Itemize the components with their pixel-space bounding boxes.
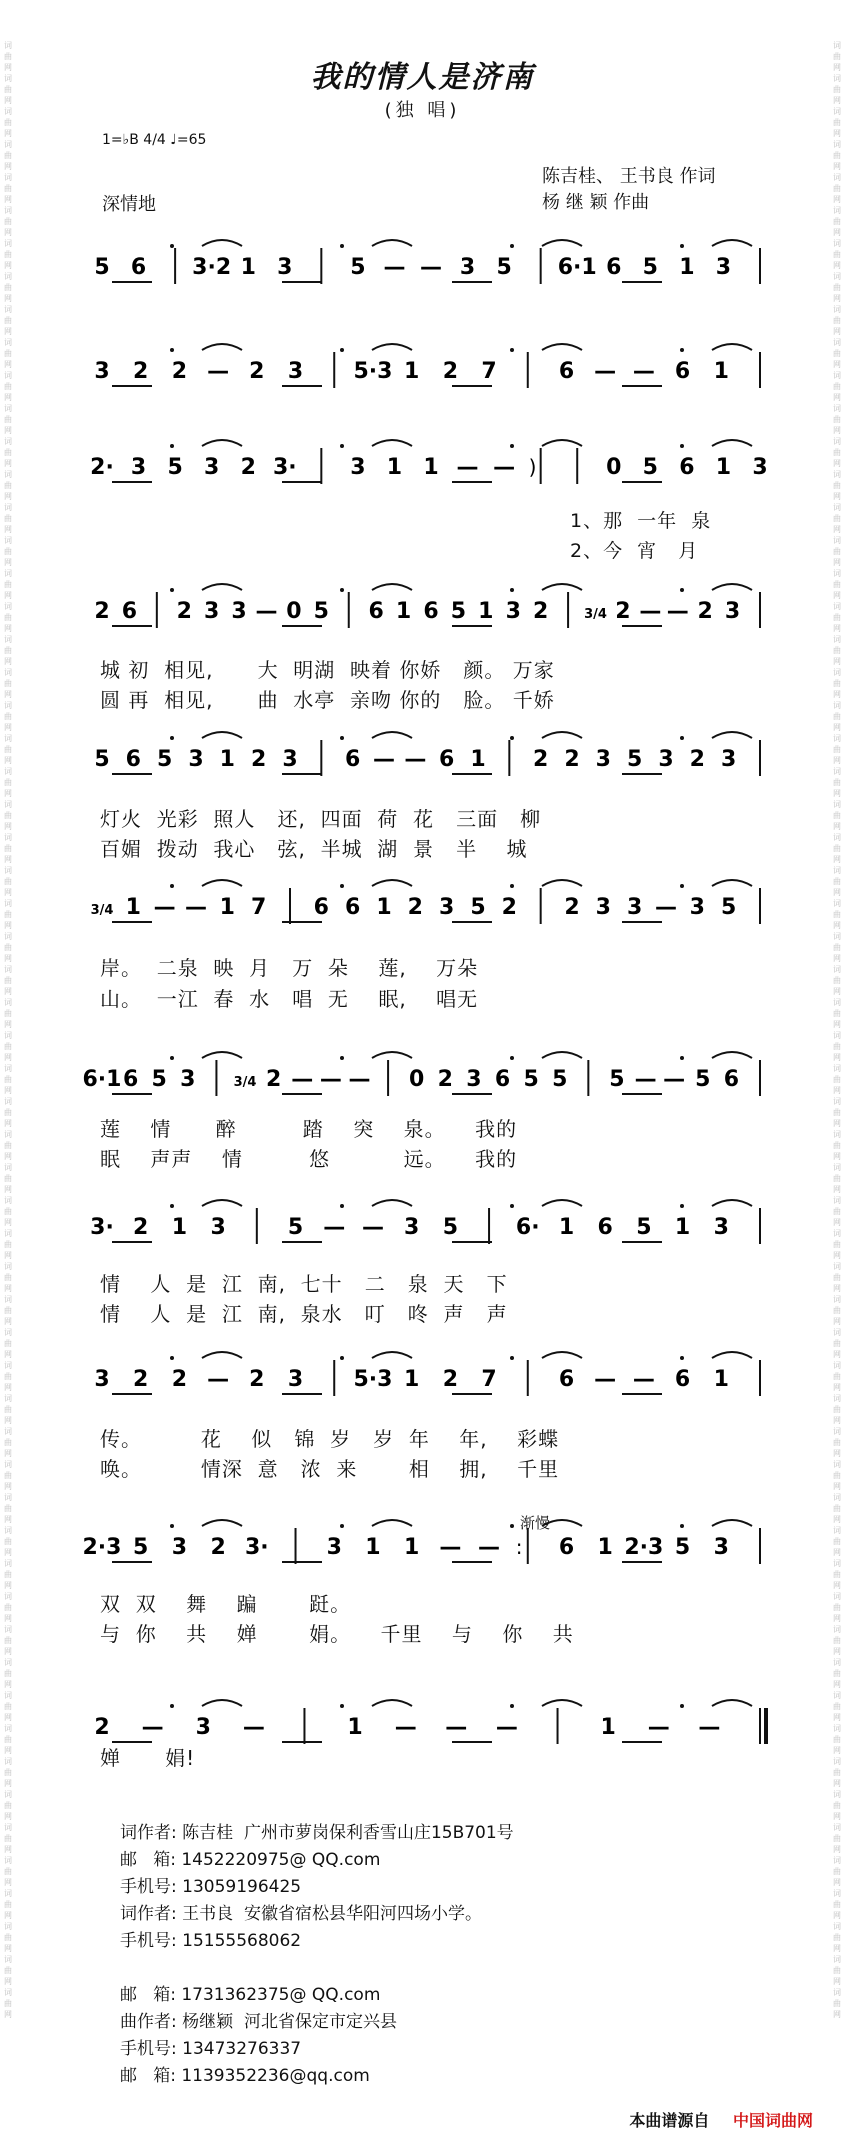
note-token: 3· — [244, 1535, 269, 1560]
note-token: — — [493, 455, 516, 480]
contact-line: 邮 箱: 1139352236@qq.com — [120, 2066, 370, 2086]
note-token: 2 — [689, 747, 705, 772]
note-token: 5 — [151, 1067, 167, 1092]
note-token: 5 — [94, 747, 110, 772]
lyric-line: 婵 娟! — [100, 1746, 196, 1770]
note-token: 1 — [171, 1215, 188, 1240]
score-line — [0, 440, 845, 500]
note-token: 3 — [326, 1535, 342, 1560]
beams — [112, 1200, 752, 1242]
expression-mark: 深情地 — [102, 194, 156, 215]
note-token: 3 — [282, 747, 298, 772]
note-token: 6 — [674, 359, 691, 384]
note-token: 7 — [481, 359, 497, 384]
key-tempo: 1=♭B 4/4 ♩=65 — [102, 132, 207, 148]
composer-credit: 杨 继 颖 作曲 — [542, 192, 650, 213]
note-token: 6 — [597, 1215, 613, 1240]
note-token: — — [207, 359, 230, 384]
note-token: 3 — [188, 747, 204, 772]
note-token: 1 — [386, 455, 403, 480]
note-token: 6 — [121, 599, 138, 624]
contact-line: 手机号: 13059196425 — [120, 1877, 302, 1897]
score-line — [0, 1052, 845, 1112]
note-token: 2 — [533, 747, 549, 772]
note-token: 3 — [595, 747, 611, 772]
note-token: 2 — [249, 359, 265, 384]
note-token: 1 — [365, 1535, 381, 1560]
note-token: 5 — [496, 255, 512, 280]
note-token: 5 — [642, 455, 658, 480]
note-token: 1 — [600, 1715, 616, 1740]
lyric-line: 唤。 情深 意 浓 来 相 拥, 千里 — [100, 1457, 560, 1481]
note-token: 1 — [403, 359, 420, 384]
lyric-line: 城 初 相见, 大 明湖 映着 你娇 颜。 万家 — [100, 658, 555, 682]
contact-line: 邮 箱: 1452220975@ QQ.com — [120, 1850, 381, 1870]
note-token: 7 — [481, 1367, 497, 1392]
note-token: 6 — [313, 895, 329, 920]
note-token: 3 — [231, 599, 247, 624]
note-token: 3/4 — [90, 903, 114, 918]
note-token: 5 — [721, 895, 737, 920]
note-token: 3 — [204, 455, 220, 480]
note-token: 6 — [423, 599, 439, 624]
note-token: 6·1 — [557, 255, 597, 280]
note-token: 3 — [715, 255, 732, 280]
note-token: — — [495, 1715, 518, 1740]
tempo-note: 渐慢 — [520, 1514, 551, 1532]
note-token: 2 — [697, 599, 713, 624]
note-token: 1 — [713, 1367, 729, 1392]
note-token: 5 — [313, 599, 329, 624]
note-token: — — [647, 1715, 670, 1740]
note-token: 5 — [133, 1535, 149, 1560]
note-token: 3 — [713, 1215, 729, 1240]
note-token: — — [255, 599, 278, 624]
notation-svg — [0, 344, 845, 404]
note-token: 6 — [558, 1367, 575, 1392]
note-token: — — [639, 599, 662, 624]
note-token: 1 — [219, 747, 235, 772]
note-token: — — [361, 1215, 384, 1240]
note-token: 3 — [505, 599, 521, 624]
notation-svg — [0, 1052, 845, 1112]
note-token: 6 — [679, 455, 695, 480]
note-token: 3 — [627, 895, 643, 920]
note-token: — — [632, 359, 655, 384]
lyric-line: 眠 声声 情 悠 远。 我的 — [100, 1147, 518, 1171]
note-token: 5 — [609, 1067, 625, 1092]
contact-line — [120, 1955, 514, 1982]
note-token: 3 — [287, 1367, 304, 1392]
note-token: 5 — [674, 1535, 691, 1560]
note-token: 1 — [423, 455, 439, 480]
notation-svg — [0, 240, 845, 300]
note-token: — — [456, 455, 479, 480]
note-token: 2 — [133, 1367, 149, 1392]
note-token: — — [420, 255, 442, 280]
note-token: 1 — [403, 1535, 420, 1560]
score-line — [0, 880, 845, 940]
note-token: 6·1 — [82, 1067, 122, 1092]
note-token: — — [666, 599, 689, 624]
note-token: 1 — [403, 1367, 420, 1392]
note-token: 1 — [376, 895, 392, 920]
note-token: 3 — [277, 255, 293, 280]
barline — [760, 1708, 766, 1744]
note-token: — — [291, 1067, 314, 1092]
score-line — [0, 1352, 845, 1412]
notation-svg — [0, 1520, 845, 1580]
note-token: 2 — [442, 1367, 459, 1392]
note-token: 5·3 — [353, 1367, 393, 1392]
note-token: 3 — [752, 455, 768, 480]
note-token: 3 — [459, 255, 476, 280]
verse-mark: 2、今 宵 月 — [570, 540, 699, 562]
contact-line: 邮 箱: 1731362375@ QQ.com — [120, 1985, 381, 2005]
note-token: 2 — [407, 895, 423, 920]
note-token: 2 — [442, 359, 459, 384]
note-token: — — [632, 1367, 655, 1392]
note-token: 5 — [157, 747, 173, 772]
notation-svg — [0, 584, 845, 644]
note-token: 5 — [552, 1067, 568, 1092]
note-token: 7 — [251, 895, 267, 920]
note-token: 6 — [494, 1067, 511, 1092]
note-token: 0 — [286, 599, 302, 624]
contact-info — [120, 1820, 514, 2090]
note-token: 3 — [350, 455, 366, 480]
song-subtitle: (独 唱) — [384, 100, 461, 121]
source-site: 中国词曲网 — [732, 2111, 813, 2130]
lyric-line: 情 人 是 江 南, 泉水 叮 咚 声 声 — [100, 1302, 508, 1326]
note-token: 2 — [437, 1067, 453, 1092]
note-token: 6 — [122, 1067, 139, 1092]
lyric-line: 情 人 是 江 南, 七十 二 泉 天 下 — [100, 1272, 508, 1296]
note-token: 3/4 — [233, 1075, 257, 1090]
watermark-left: 词曲网 词曲网 词曲网 词曲网 词曲网 词曲网 词曲网 词曲网 词曲网 词曲网 词曲网 词曲网 词曲网 词曲网 词曲网 词曲网 词曲网 词曲网 词曲网 词曲网 词曲网 词曲网 词曲网 词曲网 词曲网 词曲网 词曲网 词曲网 词曲网 词曲网 词曲网 词曲网 词曲网 词曲网 词曲网 词曲网 词曲网 词曲网 词曲网 词曲网 词曲网 词曲网 词曲网 词曲网 词曲网 词曲网 词曲网 词曲网 词曲网 词曲网 词曲网 词曲网 词曲网 词曲网 词曲网 词曲网 词曲网 词曲网 词曲网 词曲网 — [4, 41, 12, 2019]
note-token: 3/4 — [584, 607, 607, 622]
note-token: 2 — [265, 1067, 282, 1092]
lyric-line: 圆 再 相见, 曲 水亭 亲吻 你的 脸。 千娇 — [100, 688, 555, 712]
contact-line: 词作者: 王书良 安徽省宿松县华阳河四场小学。 — [120, 1904, 482, 1924]
contact-line: 词作者: 陈吉桂 广州市萝岗保利香雪山庄15B701号 — [120, 1823, 514, 1843]
note-token: 0 — [409, 1067, 425, 1092]
note-token: 6 — [368, 599, 384, 624]
score-line — [0, 1520, 845, 1580]
note-token: — — [663, 1067, 686, 1092]
note-token: 3 — [210, 1215, 226, 1240]
note-token: 2 — [564, 895, 580, 920]
note-token: 3 — [724, 599, 741, 624]
watermark-right: 词曲网 词曲网 词曲网 词曲网 词曲网 词曲网 词曲网 词曲网 词曲网 词曲网 词曲网 词曲网 词曲网 词曲网 词曲网 词曲网 词曲网 词曲网 词曲网 词曲网 词曲网 词曲网 词曲网 词曲网 词曲网 词曲网 词曲网 词曲网 词曲网 词曲网 词曲网 词曲网 词曲网 词曲网 词曲网 词曲网 词曲网 词曲网 词曲网 词曲网 词曲网 词曲网 词曲网 词曲网 词曲网 词曲网 词曲网 词曲网 词曲网 词曲网 词曲网 词曲网 词曲网 词曲网 词曲网 词曲网 词曲网 词曲网 词曲网 词曲网 — [833, 41, 841, 2019]
note-token: 3 — [466, 1067, 482, 1092]
note-token: 2 — [564, 747, 580, 772]
note-token: — — [634, 1067, 657, 1092]
note-token: 6 — [558, 359, 575, 384]
note-token: 3 — [195, 1715, 211, 1740]
note-token: 6 — [674, 1367, 691, 1392]
lyric-line: 百媚 拨动 我心 弦, 半城 湖 景 半 城 — [100, 837, 528, 861]
bar-symbol: ) — [528, 455, 537, 479]
note-token: 1 — [679, 255, 695, 280]
note-token: 2 — [533, 599, 549, 624]
lyric-line: 岸。 二泉 映 月 万 朵 莲, 万朵 — [100, 956, 479, 980]
note-token: 2 — [171, 359, 188, 384]
bar-symbol: : — [515, 1535, 523, 1559]
note-token: — — [445, 1715, 468, 1740]
note-token: 2 — [171, 1367, 188, 1392]
note-token: 5 — [470, 895, 486, 920]
lyricist-credit: 陈吉桂、 王书良 作词 — [542, 166, 716, 187]
note-token: 2 — [94, 1715, 110, 1740]
notation-svg — [0, 732, 845, 792]
note-token: 2·3 — [82, 1535, 122, 1560]
note-token: — — [439, 1535, 462, 1560]
note-token: — — [373, 747, 395, 772]
note-token: 1 — [347, 1715, 363, 1740]
note-token: 5 — [167, 455, 183, 480]
note-token: 3 — [130, 455, 147, 480]
note-token: 3 — [658, 747, 674, 772]
note-token: 2· — [90, 455, 114, 480]
note-token: 3 — [180, 1067, 196, 1092]
note-token: 2 — [94, 599, 110, 624]
lyric-line: 与 你 共 婵 娟。 千里 与 你 共 — [100, 1622, 574, 1646]
note-token: — — [404, 747, 427, 772]
source-prefix: 本曲谱源自 — [629, 2111, 710, 2130]
note-token: — — [698, 1715, 721, 1740]
score-line — [0, 240, 845, 300]
note-token: 6 — [439, 747, 455, 772]
note-token: 2·3 — [624, 1535, 664, 1560]
note-token: 1 — [478, 599, 494, 624]
note-token: 3 — [721, 747, 737, 772]
note-token: 2 — [176, 599, 192, 624]
note-token: 3 — [204, 599, 220, 624]
note-token: 3 — [94, 359, 110, 384]
note-token: 3 — [287, 359, 304, 384]
note-token: 1 — [715, 455, 732, 480]
note-token: 0 — [606, 455, 622, 480]
note-token: 3 — [713, 1535, 729, 1560]
note-token: 3 — [94, 1367, 110, 1392]
note-token: 2 — [133, 1215, 149, 1240]
note-token: 6 — [345, 747, 361, 772]
note-token: 6 — [723, 1067, 740, 1092]
note-token: 1 — [240, 255, 256, 280]
note-token: — — [207, 1367, 230, 1392]
note-token: 5·3 — [353, 359, 393, 384]
note-token: — — [242, 1715, 265, 1740]
note-token: 3·2 — [192, 255, 232, 280]
note-token: 6 — [345, 895, 361, 920]
note-token: — — [141, 1715, 164, 1740]
note-token: 1 — [395, 599, 412, 624]
note-token: 5 — [94, 255, 110, 280]
note-token: 1 — [558, 1215, 575, 1240]
score-line — [0, 344, 845, 404]
note-token: 1 — [597, 1535, 613, 1560]
note-token: — — [323, 1215, 346, 1240]
note-token: 3· — [90, 1215, 114, 1240]
note-token: 2 — [210, 1535, 226, 1560]
note-token: 1 — [470, 747, 486, 772]
source-credit — [629, 2108, 813, 2131]
notation-svg — [0, 880, 845, 940]
note-token: 6· — [515, 1215, 540, 1240]
note-token: 5 — [287, 1215, 304, 1240]
score-line — [0, 732, 845, 792]
note-token: 3 — [595, 895, 611, 920]
note-token: — — [394, 1715, 417, 1740]
lyric-line: 莲 情 醉 踏 突 泉。 我的 — [100, 1117, 518, 1141]
note-token: 2 — [251, 747, 267, 772]
lyric-line: 传。 花 似 锦 岁 岁 年 年, 彩蝶 — [100, 1427, 560, 1451]
note-token: — — [153, 895, 176, 920]
note-token: 5 — [627, 747, 643, 772]
note-token: — — [185, 895, 207, 920]
note-token: 5 — [695, 1067, 711, 1092]
note-token: 5 — [350, 255, 366, 280]
note-token: — — [319, 1067, 342, 1092]
note-token: 3 — [171, 1535, 188, 1560]
note-token: 3· — [272, 455, 297, 480]
note-token: 1 — [125, 895, 141, 920]
credits — [542, 164, 715, 216]
note-token: 1 — [713, 359, 729, 384]
note-token: 3 — [689, 895, 705, 920]
score-line — [0, 1200, 845, 1260]
note-token: — — [594, 1367, 617, 1392]
note-token: 2 — [249, 1367, 265, 1392]
notation-svg — [0, 440, 845, 500]
note-token: 5 — [636, 1215, 652, 1240]
note-token: 1 — [219, 895, 235, 920]
lyric-line: 灯火 光彩 照人 还, 四面 荷 花 三面 柳 — [100, 807, 542, 831]
note-token: 5 — [442, 1215, 459, 1240]
note-token: 6 — [558, 1535, 575, 1560]
beams — [112, 732, 752, 774]
note-token: 3 — [403, 1215, 420, 1240]
note-token: 5 — [450, 599, 467, 624]
note-token: 6 — [130, 255, 147, 280]
note-token: 2 — [240, 455, 256, 480]
score-line — [0, 584, 845, 644]
notation-svg — [0, 1200, 845, 1260]
note-token: 6 — [125, 747, 141, 772]
song-title: 我的情人是济南 — [310, 60, 535, 95]
note-token: 2 — [133, 359, 149, 384]
note-token: 1 — [674, 1215, 691, 1240]
contact-line: 曲作者: 杨继颖 河北省保定市定兴县 — [120, 2012, 397, 2032]
contact-line: 手机号: 15155568062 — [120, 1931, 302, 1951]
note-token: — — [655, 895, 677, 920]
note-token: — — [478, 1535, 501, 1560]
note-token: — — [383, 255, 406, 280]
notation-svg — [0, 1352, 845, 1412]
note-token: 5 — [523, 1067, 539, 1092]
lyric-line: 山。 一江 春 水 唱 无 眠, 唱无 — [100, 987, 479, 1011]
note-token: — — [594, 359, 617, 384]
note-token: — — [348, 1067, 371, 1092]
note-token: 3 — [439, 895, 455, 920]
note-token: 6 — [606, 255, 622, 280]
lyric-line: 双 双 舞 蹁 跹。 — [100, 1592, 352, 1616]
note-token: 5 — [642, 255, 658, 280]
verse-mark: 1、那 一年 泉 — [570, 510, 712, 532]
note-token: 2 — [615, 599, 631, 624]
note-token: 2 — [501, 895, 517, 920]
contact-line: 手机号: 13473276337 — [120, 2039, 302, 2059]
